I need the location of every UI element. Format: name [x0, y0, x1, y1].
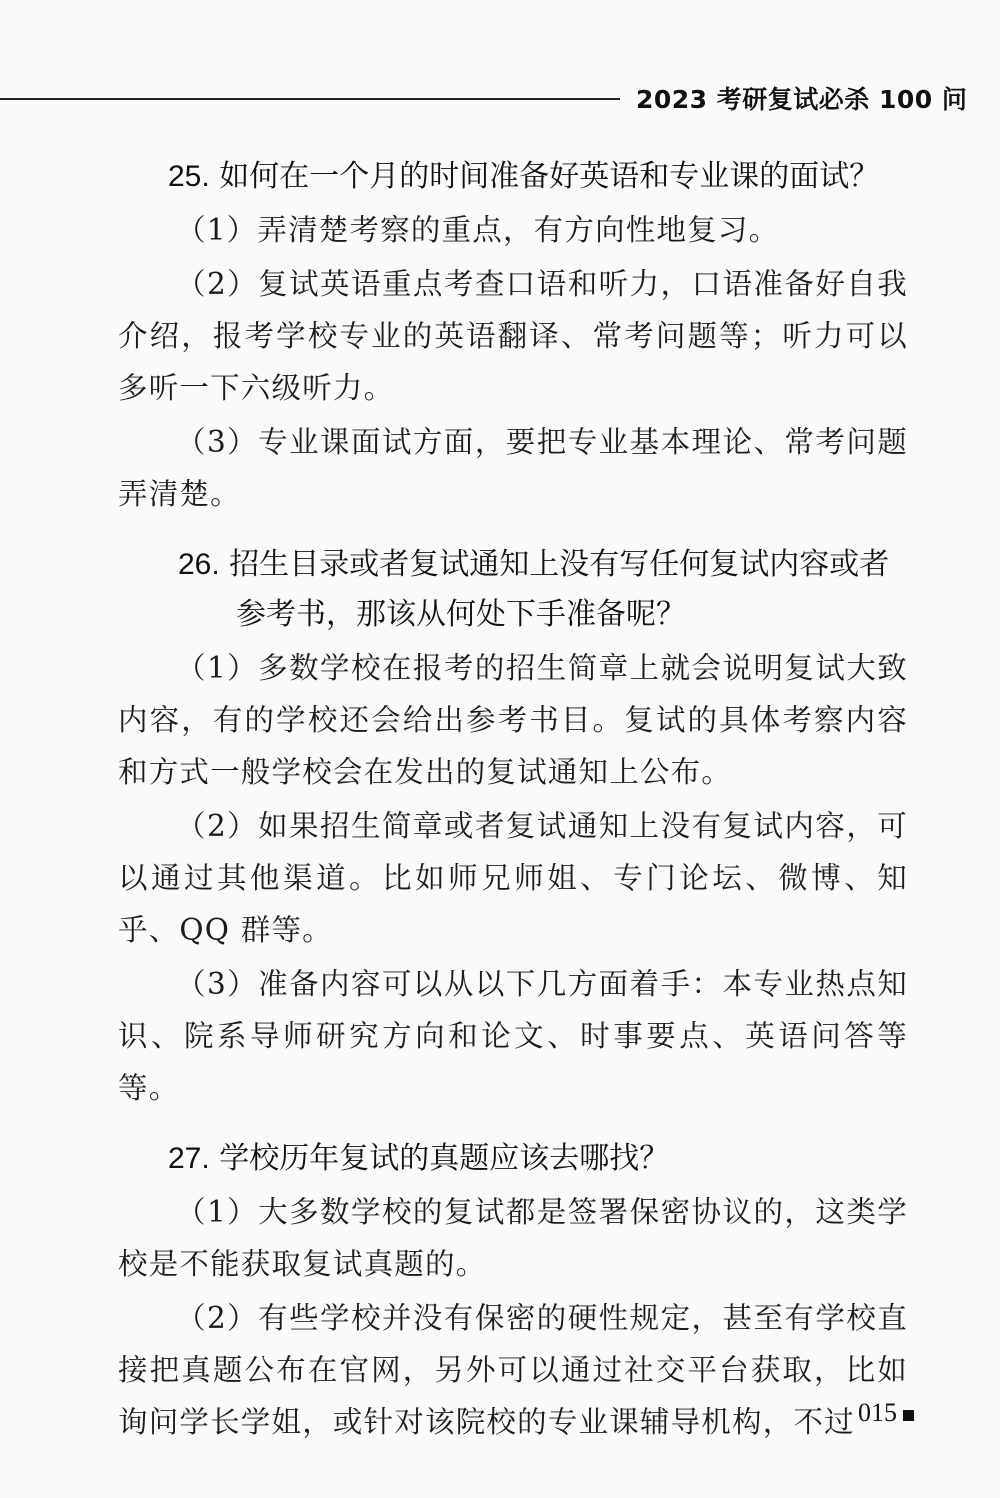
question-text: 如何在一个月的时间准备好英语和专业课的面试？ — [219, 159, 880, 194]
answer-paragraph: （1）大多数学校的复试都是签署保密协议的，这类学校是不能获取复试真题的。 — [118, 1195, 908, 1281]
answer-paragraph: （1）弄清楚考察的重点，有方向性地复习。 — [176, 213, 780, 247]
question-section — [118, 540, 908, 1114]
running-header-title: 2023 考研复试必杀 100 问 — [636, 85, 968, 114]
question-text: 招生目录或者复试通知上没有写任何复试内容或者参考书，那该从何处下手准备呢？ — [229, 547, 890, 632]
page-number — [858, 1398, 914, 1428]
page-body — [118, 152, 908, 1448]
page-number-text: 015 — [858, 1398, 897, 1427]
answer-paragraph: （3）准备内容可以从以下几方面着手：本专业热点知识、院系导师研究方向和论文、时事要点、英语问答等等。 — [118, 967, 908, 1105]
question-number: 26. — [178, 548, 220, 581]
answer-paragraph: （1）多数学校在报考的招生简章上就会说明复试大致内容，有的学校还会给出参考书目。复试的具体考察内容和方式一般学校会在发出的复试通知上公布。 — [118, 651, 908, 789]
question-heading — [118, 540, 908, 640]
question-number: 25. — [168, 160, 210, 193]
answer-paragraph: （3）专业课面试方面，要把专业基本理论、常考问题弄清楚。 — [118, 425, 908, 511]
answer-paragraph: （2）如果招生简章或者复试通知上没有复试内容，可以通过其他渠道。比如师兄师姐、专门论坛、微博、知乎、QQ 群等。 — [118, 809, 908, 947]
question-number: 27. — [168, 1142, 210, 1175]
question-heading — [118, 152, 908, 202]
answer-paragraph: （2）有些学校并没有保密的硬性规定，甚至有学校直接把真题公布在官网，另外可以通过社交平台获取，比如询问学长学姐，或针对该院校的专业课辅导机构，不过 — [118, 1301, 908, 1439]
question-text: 学校历年复试的真题应该去哪找？ — [219, 1141, 670, 1176]
question-heading — [118, 1134, 908, 1184]
question-section — [118, 1134, 908, 1448]
question-section — [118, 152, 908, 520]
answer-paragraph: （2）复试英语重点考查口语和听力，口语准备好自我介绍，报考学校专业的英语翻译、常考问题等；听力可以多听一下六级听力。 — [118, 267, 908, 405]
header-rule — [0, 98, 620, 100]
square-marker-icon — [903, 1410, 914, 1421]
